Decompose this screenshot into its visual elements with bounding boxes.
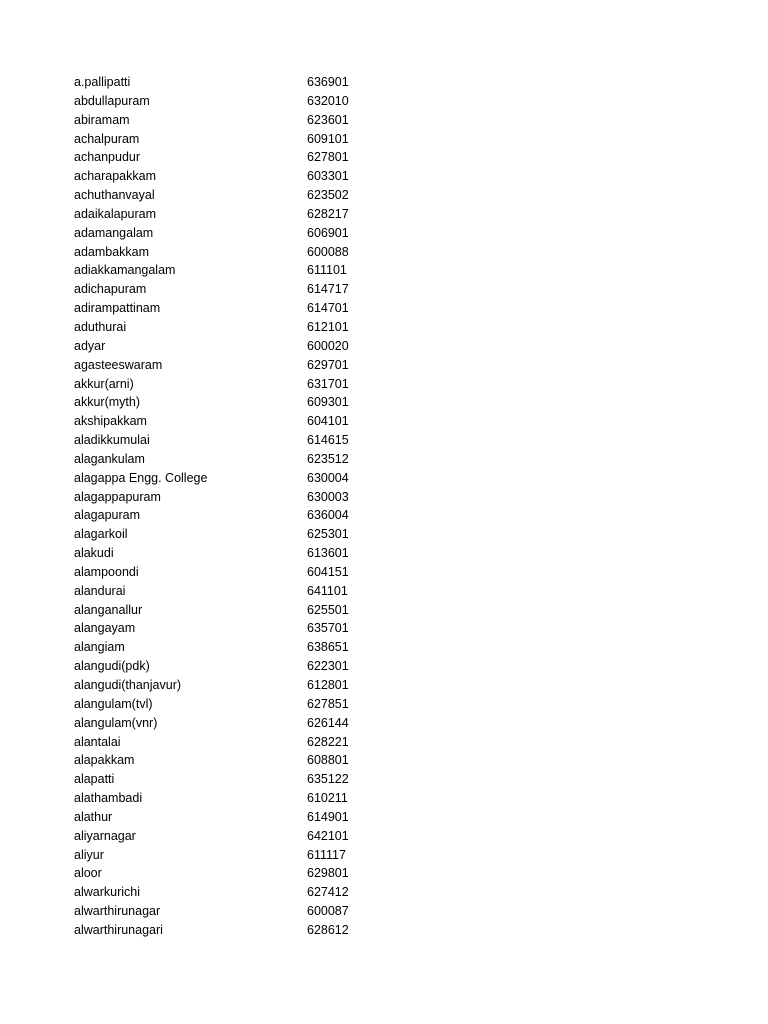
pincode: 631701 — [307, 376, 349, 391]
pincode: 614701 — [307, 301, 349, 316]
place-name: aduthurai — [74, 319, 127, 334]
pincode: 628612 — [307, 922, 349, 937]
list-item — [74, 130, 374, 149]
place-name: alapatti — [74, 772, 115, 787]
list-item — [74, 431, 374, 450]
place-name: alapakkam — [74, 753, 135, 768]
list-item — [74, 356, 374, 375]
place-name: aladikkumulai — [74, 433, 150, 448]
pincode: 629701 — [307, 357, 349, 372]
pincode: 628221 — [307, 734, 349, 749]
pincode: 625301 — [307, 527, 349, 542]
pincode: 629801 — [307, 866, 349, 881]
place-name: a.pallipatti — [74, 75, 131, 89]
list-item — [74, 469, 374, 488]
pincode: 614717 — [307, 282, 349, 297]
pincode: 609301 — [307, 395, 349, 410]
place-name: alangiam — [74, 640, 125, 655]
pincode: 623502 — [307, 188, 349, 203]
list-item — [74, 393, 374, 412]
place-name: akshipakkam — [74, 414, 147, 429]
list-item — [74, 224, 374, 243]
place-name: alangulam(vnr) — [74, 715, 158, 730]
list-item — [74, 770, 374, 789]
pincode: 611117 — [307, 847, 346, 862]
pincode: 613601 — [307, 546, 349, 561]
list-item — [74, 412, 374, 431]
pincode: 612801 — [307, 678, 349, 692]
pincode: 628217 — [307, 206, 349, 221]
pincode: 641101 — [307, 583, 348, 598]
place-name: alathambadi — [74, 791, 143, 806]
list-item — [74, 902, 374, 921]
pincode: 614615 — [307, 433, 349, 448]
list-item — [74, 73, 374, 92]
pincode: 636901 — [307, 75, 349, 89]
list-item — [74, 883, 374, 902]
list-item — [74, 733, 374, 752]
list-item — [74, 205, 374, 224]
list-item — [74, 601, 374, 620]
list-item — [74, 337, 374, 356]
place-name: adamangalam — [74, 225, 154, 240]
place-name: akkur(arni) — [74, 376, 134, 391]
list-item — [74, 280, 374, 299]
list-item — [74, 921, 374, 940]
place-name: adaikalapuram — [74, 206, 156, 221]
place-name: aliyur — [74, 847, 104, 862]
pincode: 627851 — [307, 696, 349, 711]
place-name: aloor — [74, 866, 102, 881]
place-name: agasteeswaram — [74, 357, 163, 372]
list-item — [74, 864, 374, 883]
list-item — [74, 846, 374, 865]
place-name: adiakkamangalam — [74, 263, 176, 278]
pincode: 627412 — [307, 885, 349, 900]
list-item — [74, 563, 374, 582]
pincode: 635701 — [307, 621, 349, 636]
list-item — [74, 243, 374, 262]
place-name: adichapuram — [74, 282, 147, 297]
list-item — [74, 544, 374, 563]
list-item — [74, 299, 374, 318]
list-item — [74, 92, 374, 111]
place-name: alagappapuram — [74, 489, 161, 504]
place-name: alwarthirunagar — [74, 904, 161, 919]
list-item — [74, 488, 374, 507]
pincode: 612101 — [307, 319, 349, 334]
list-item — [74, 827, 374, 846]
pincode: 642101 — [307, 828, 349, 843]
pincode: 603301 — [307, 169, 349, 184]
list-item — [74, 657, 374, 676]
pincode: 600020 — [307, 338, 349, 353]
place-name: alampoondi — [74, 564, 139, 579]
place-name: acharapakkam — [74, 169, 156, 184]
place-name: adyar — [74, 338, 106, 353]
pincode: 611101 — [307, 263, 347, 278]
list-item — [74, 186, 374, 205]
place-name: alagappa Engg. College — [74, 470, 208, 485]
pincode: 636004 — [307, 508, 349, 523]
place-name: achuthanvayal — [74, 188, 155, 203]
list-item — [74, 318, 374, 337]
place-name: aliyarnagar — [74, 828, 136, 843]
list-item — [74, 167, 374, 186]
pincode: 632010 — [307, 93, 349, 108]
pincode: 625501 — [307, 602, 349, 617]
list-item — [74, 638, 374, 657]
pincode: 623512 — [307, 451, 349, 466]
place-name: achanpudur — [74, 150, 141, 165]
pincode: 608801 — [307, 753, 349, 768]
place-name: adirampattinam — [74, 301, 161, 316]
pincode: 610211 — [307, 791, 348, 806]
place-name: alanganallur — [74, 602, 143, 617]
list-item — [74, 506, 374, 525]
pincode: 623601 — [307, 112, 349, 127]
place-name: alandurai — [74, 583, 126, 598]
place-name: abiramam — [74, 112, 130, 127]
list-item — [74, 375, 374, 394]
pincode-list — [74, 73, 374, 940]
place-name: adambakkam — [74, 244, 150, 259]
place-name: alangudi(pdk) — [74, 659, 150, 674]
pincode: 606901 — [307, 225, 349, 240]
place-name: alantalai — [74, 734, 121, 749]
place-name: alathur — [74, 809, 113, 824]
place-name: alagapuram — [74, 508, 141, 523]
pincode: 614901 — [307, 809, 349, 824]
place-name: alagankulam — [74, 451, 145, 466]
pincode: 609101 — [307, 131, 349, 146]
place-name: alwarkurichi — [74, 885, 140, 900]
pincode: 635122 — [307, 772, 349, 787]
list-item — [74, 148, 374, 167]
pincode: 604151 — [307, 564, 349, 579]
list-item — [74, 450, 374, 469]
place-name: achalpuram — [74, 131, 140, 146]
list-item — [74, 695, 374, 714]
list-item — [74, 714, 374, 733]
list-item — [74, 789, 374, 808]
pincode: 600088 — [307, 244, 349, 259]
place-name: abdullapuram — [74, 93, 150, 108]
place-name: alakudi — [74, 546, 114, 561]
place-name: alangudi(thanjavur) — [74, 678, 182, 692]
list-item — [74, 525, 374, 544]
pincode: 627801 — [307, 150, 349, 165]
list-item — [74, 676, 374, 695]
list-item — [74, 261, 374, 280]
list-item — [74, 619, 374, 638]
list-item — [74, 808, 374, 827]
pincode: 622301 — [307, 659, 349, 674]
pincode: 604101 — [307, 414, 349, 429]
place-name: akkur(myth) — [74, 395, 140, 410]
place-name: alwarthirunagari — [74, 922, 163, 937]
place-name: alangayam — [74, 621, 136, 636]
pincode: 630003 — [307, 489, 349, 504]
pincode: 600087 — [307, 904, 349, 919]
list-item — [74, 111, 374, 130]
place-name: alangulam(tvl) — [74, 696, 153, 711]
pincode: 638651 — [307, 640, 349, 655]
list-item — [74, 751, 374, 770]
pincode: 630004 — [307, 470, 349, 485]
list-item — [74, 582, 374, 601]
pincode: 626144 — [307, 715, 349, 730]
place-name: alagarkoil — [74, 527, 128, 542]
